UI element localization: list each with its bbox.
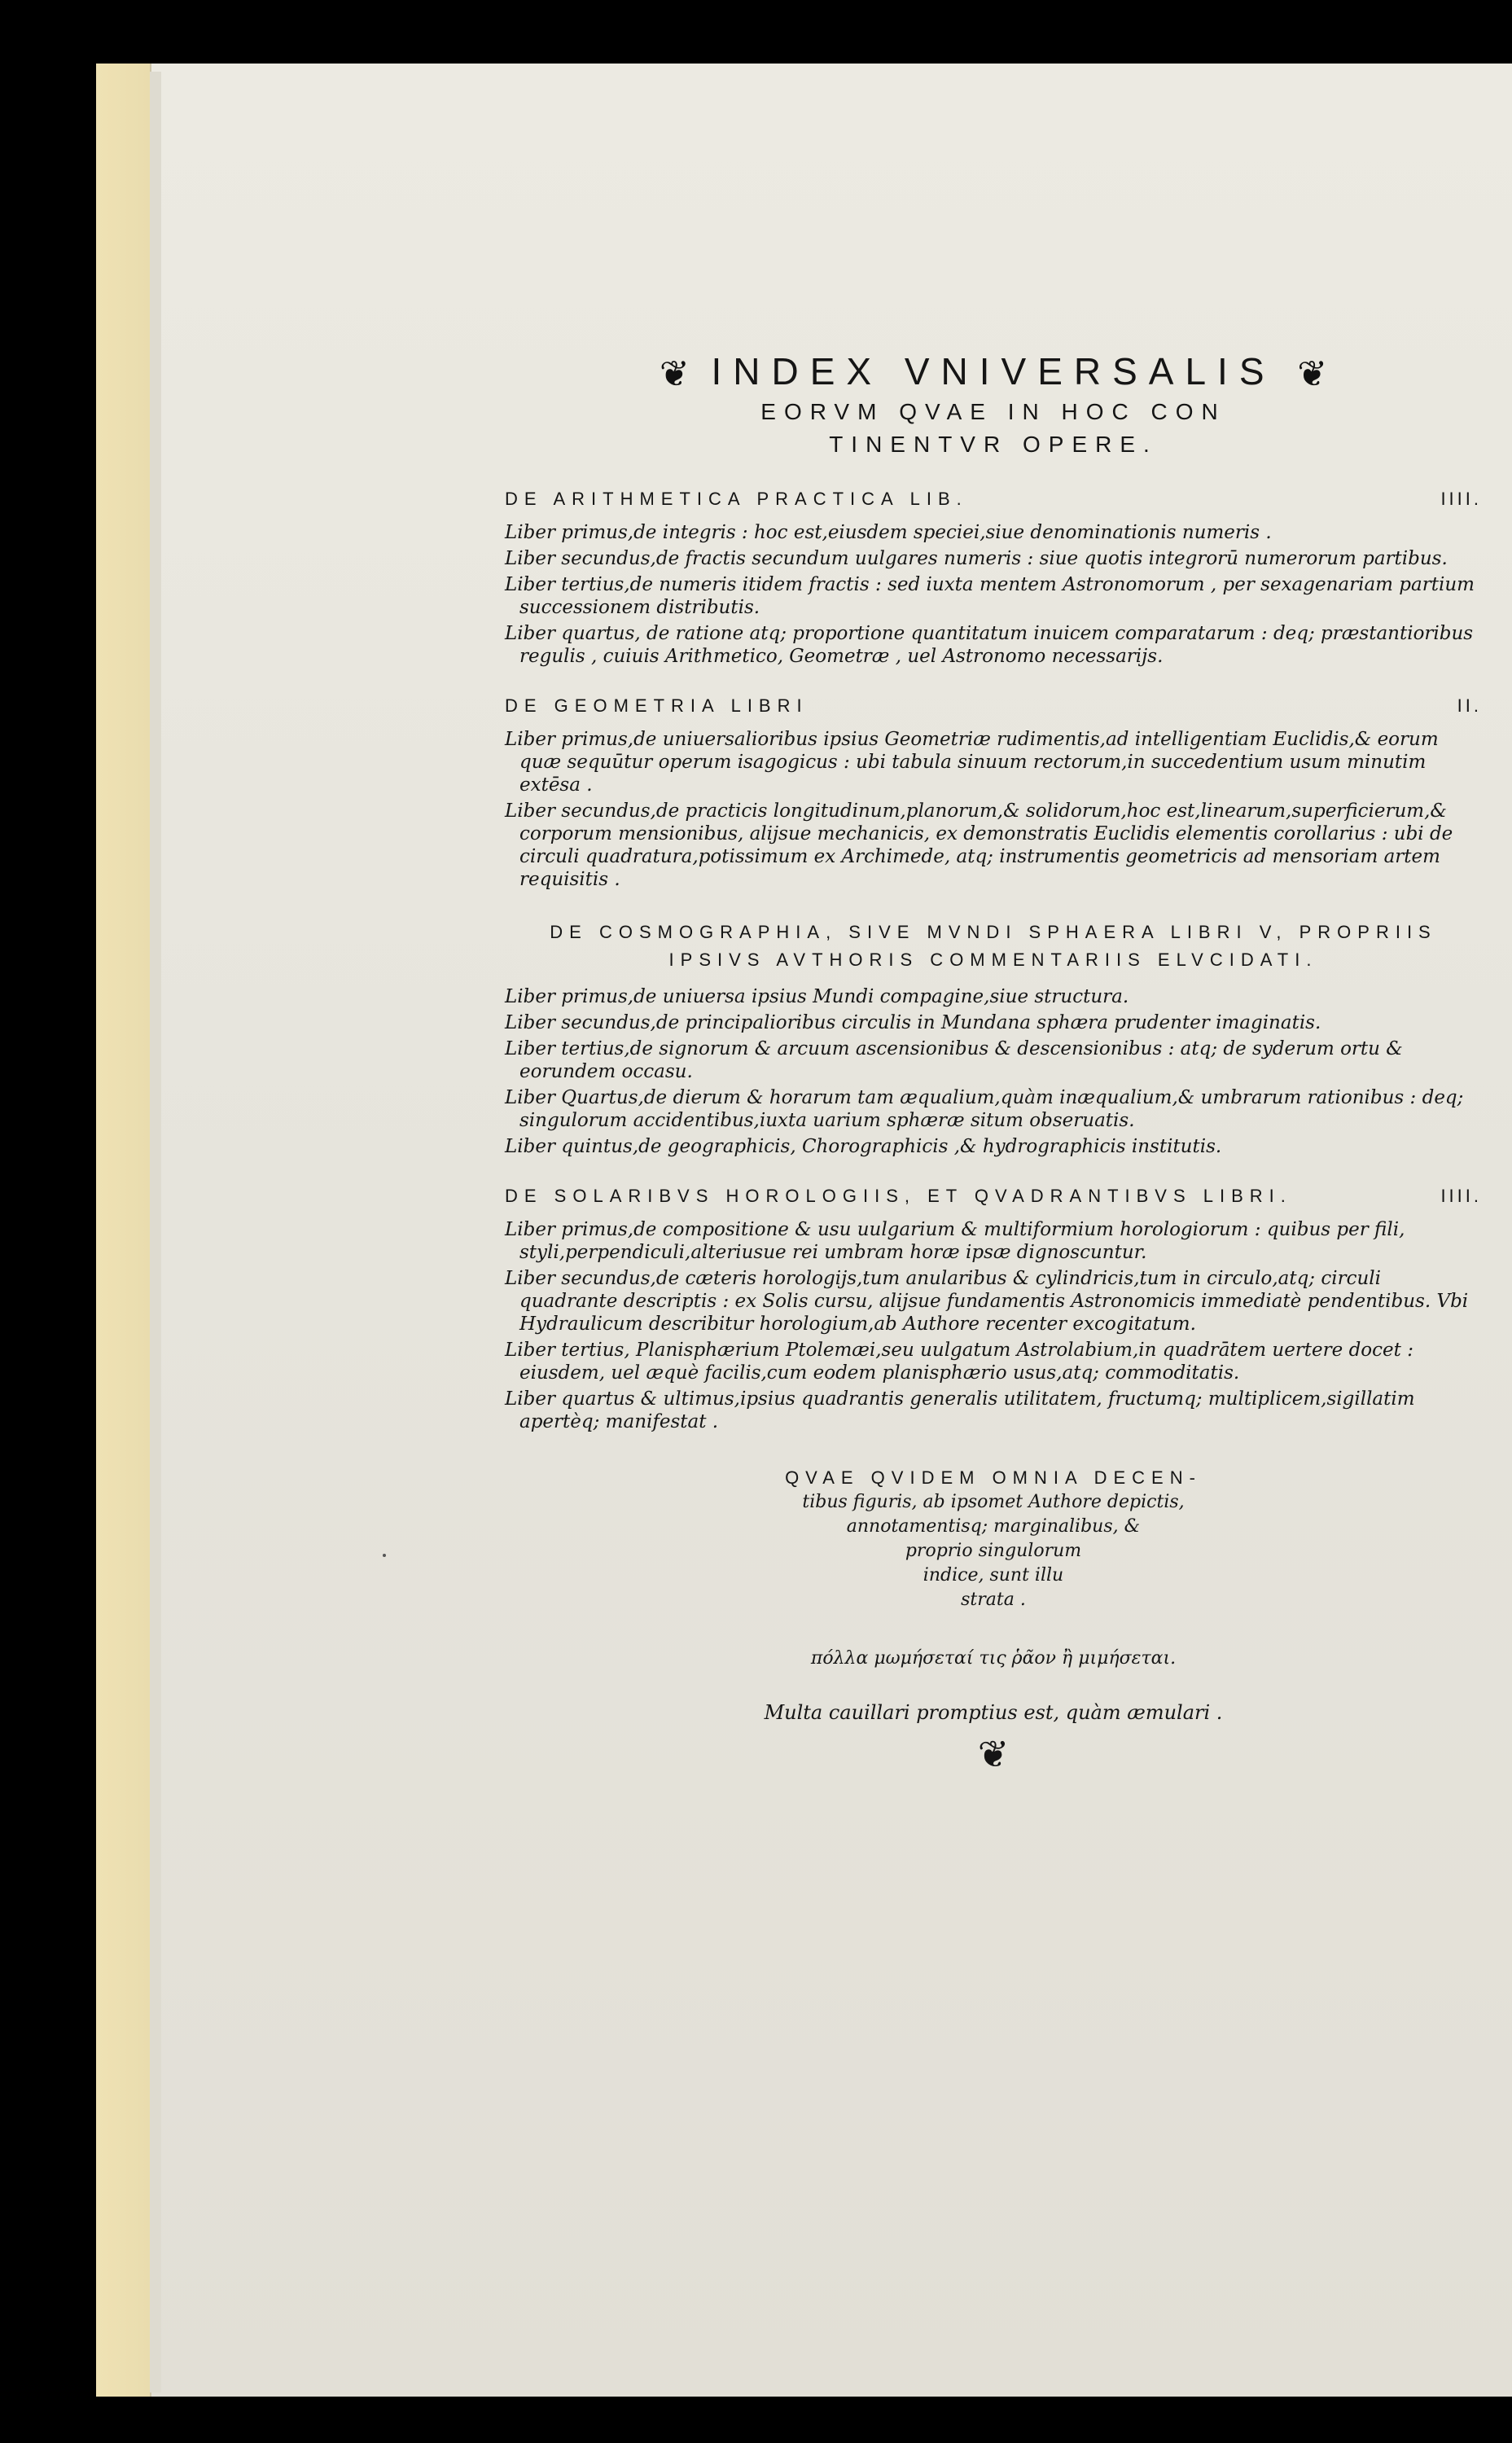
entry: Liber secundus,de principalioribus circulis in Mundana sphæra prudenter imaginatis. [505, 1011, 1321, 1033]
entry: Liber primus,de integris : hoc est,eiusdem speciei,siue denominationis numeris . [505, 521, 1272, 543]
closing-line: strata . [961, 1589, 1026, 1610]
closing-line: annotamentisq; marginalibus, & [846, 1515, 1141, 1537]
end-ornament-icon: ❦ [977, 1731, 1010, 1776]
section-heading-horologiis: DE SOLARIBVS HOROLOGIIS, ET QVADRANTIBVS LIBRI. IIII. [505, 1185, 1482, 1206]
entry: Liber secundus,de practicis longitudinum,planorum,& solidorum,hoc est,linearum,superficierum,& corporum mensionibus, alijsue mechanicis, ex demonstratis Euclidis elementis corollarius : ubi de circuli quadratura,potissimum ex Archimede, atq; instrumentis geometricis ad mensoriam artem requisitis . [505, 800, 1453, 890]
entry: Liber tertius,de signorum & arcuum ascensionibus & descensionibus : atq; de syderum ortu & eorundem occasu. [505, 1037, 1403, 1082]
subtitle-line-2: TINENTVR OPERE. [829, 431, 1158, 457]
entry: Liber secundus,de cæteris horologijs,tum anularibus & cylindricis,tum in circulo,atq; circuli quadrante descriptis : ex Solis cursu, alijsue fundamentis Astronomicis immediatè pendentibus. Vbi Hydraulicum describitur horologium,ab Authore recenter excogitatum. [505, 1267, 1469, 1335]
section-heading-geometria: DE GEOMETRIA LIBRI II. [505, 695, 1482, 716]
section-heading-arithmetica: DE ARITHMETICA PRACTICA LIB. IIII. [505, 488, 1482, 509]
ornament-right-icon: ❦ [1297, 353, 1328, 394]
entry: Liber primus,de uniuersalioribus ipsius Geometriæ rudimentis,ad intelligentiam Euclidis,& eorum quæ sequūtur operum isagogicus : ubi tabula sinuum rectorum,in succedentium usum minutim extēsa . [505, 728, 1439, 796]
entry: Liber tertius,de numeris itidem fractis : sed iuxta mentem Astronomorum , per sexagenariam partium successionem distributis. [505, 573, 1475, 618]
entry: Liber secundus,de fractis secundum uulgares numeris : siue quotis integrorū numerorum partibus. [505, 547, 1448, 569]
index-title: ❦ INDEX VNIVERSALIS ❦ [659, 350, 1328, 394]
section-heading-cosmographia: DE COSMOGRAPHIA, SIVE MVNDI SPHAERA LIBRI V, PROPRIIS IPSIVS AVTHORIS COMMENTARIIS ELVCIDATI. [550, 921, 1437, 970]
entry: Liber primus,de compositione & usu uulgarium & multiformium horologiorum : quibus per fili, styli,perpendiculi,alteriusue rei umbram horæ ipsæ dignoscuntur. [505, 1218, 1405, 1263]
greek-motto: πόλλα μωμήσεταί τις ῥᾶον ἢ μιμήσεται. [810, 1647, 1177, 1669]
closing-line: indice, sunt illu [923, 1564, 1064, 1586]
closing-line: tibus figuris, ab ipsomet Authore depictis, [802, 1491, 1185, 1512]
closing-paragraph [505, 1466, 1482, 1612]
entry: Liber tertius, Planisphærium Ptolemæi,seu uulgatum Astrolabium,in quadrātem uertere docet : eiusdem, uel æquè facilis,cum eodem planisphærio usus,atq; commoditatis. [505, 1339, 1413, 1384]
ornament-left-icon: ❦ [659, 353, 690, 394]
closing-caps: QVAE QVIDEM OMNIA DECEN- [785, 1467, 1202, 1488]
speck [383, 1554, 386, 1557]
entry: Liber quintus,de geographicis, Chorographicis ,& hydrographicis institutis. [505, 1135, 1222, 1157]
entry: Liber Quartus,de dierum & horarum tam æqualium,quàm inæqualium,& umbrarum rationibus : deq; singulorum accidentibus,iuxta uarium sphæræ situm obseruatis. [505, 1086, 1464, 1131]
latin-motto: Multa cauillari promptius est, quàm æmulari . [764, 1700, 1223, 1724]
entry: Liber quartus & ultimus,ipsius quadrantis generalis utilitatem, fructumq; multiplicem,sigillatim apertèq; manifestat . [505, 1388, 1415, 1432]
entry: Liber primus,de uniuersa ipsius Mundi compagine,siue structura. [505, 985, 1129, 1007]
closing-line: proprio singulorum [905, 1540, 1082, 1561]
subtitle-line-1: EORVM QVAE IN HOC CON [760, 398, 1226, 424]
entry: Liber quartus, de ratione atq; proportione quantitatum inuicem comparatarum : deq; præstantioribus regulis , cuiuis Arithmetico, Geometræ , uel Astronomo necessarijs. [505, 622, 1474, 667]
index-text [505, 350, 1482, 1776]
folded-flap [96, 64, 151, 2397]
flap-edge [150, 72, 161, 2393]
